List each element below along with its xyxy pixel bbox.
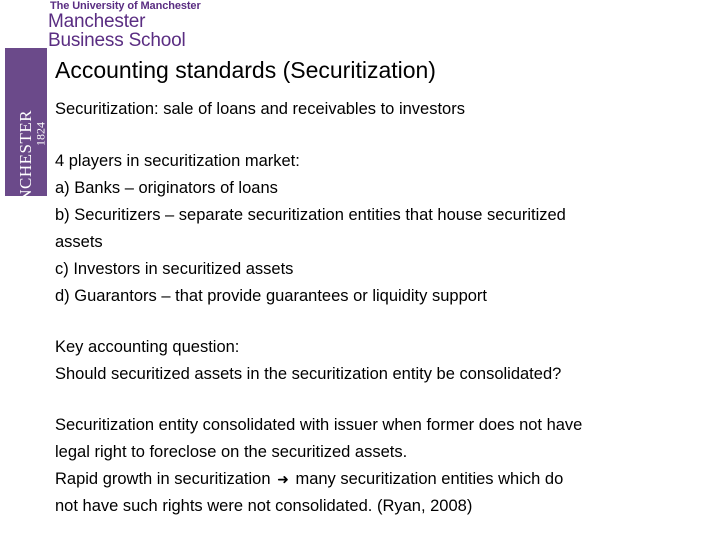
right-arrow-icon: ➜ (277, 471, 289, 487)
question-line: Should securitized assets in the securitization entity be consolidated? (55, 365, 562, 383)
university-logo-small-text: The University of Manchester (50, 0, 201, 12)
player-line-b: b) Securitizers – separate securitization entities that house securitized (55, 206, 566, 224)
players-heading: 4 players in securitization market: (55, 152, 300, 170)
side-brand-bar (5, 48, 48, 231)
player-line-b-cont: assets (55, 233, 103, 251)
players-block (55, 148, 705, 310)
business-school-logo-line-2: Business School (48, 30, 186, 51)
player-line-c: c) Investors in securitized assets (55, 260, 294, 278)
slide-title: Accounting standards (Securitization) (55, 57, 436, 83)
growth-line-pre: Rapid growth in securitization (55, 470, 271, 488)
side-brand-year: 1824 (33, 122, 48, 146)
intro-block (55, 96, 705, 123)
growth-line (55, 466, 705, 493)
player-line-d: d) Guarantors – that provide guarantees or liquidity support (55, 287, 487, 305)
side-brand-name: MANCHESTER (16, 109, 35, 231)
conclusion-block (55, 412, 705, 520)
question-block (55, 334, 705, 388)
conclusion-line-1: Securitization entity consolidated with issuer when former does not have (55, 416, 583, 434)
question-heading: Key accounting question: (55, 338, 240, 356)
conclusion-line-2: legal right to foreclose on the securitized assets. (55, 443, 408, 461)
growth-line-post: many securitization entities which do (295, 470, 564, 488)
intro-line: Securitization: sale of loans and receivables to investors (55, 100, 465, 118)
player-line-a: a) Banks – originators of loans (55, 179, 278, 197)
growth-line-last: not have such rights were not consolidated. (Ryan, 2008) (55, 497, 473, 515)
business-school-logo-line-1: Manchester (48, 11, 146, 32)
